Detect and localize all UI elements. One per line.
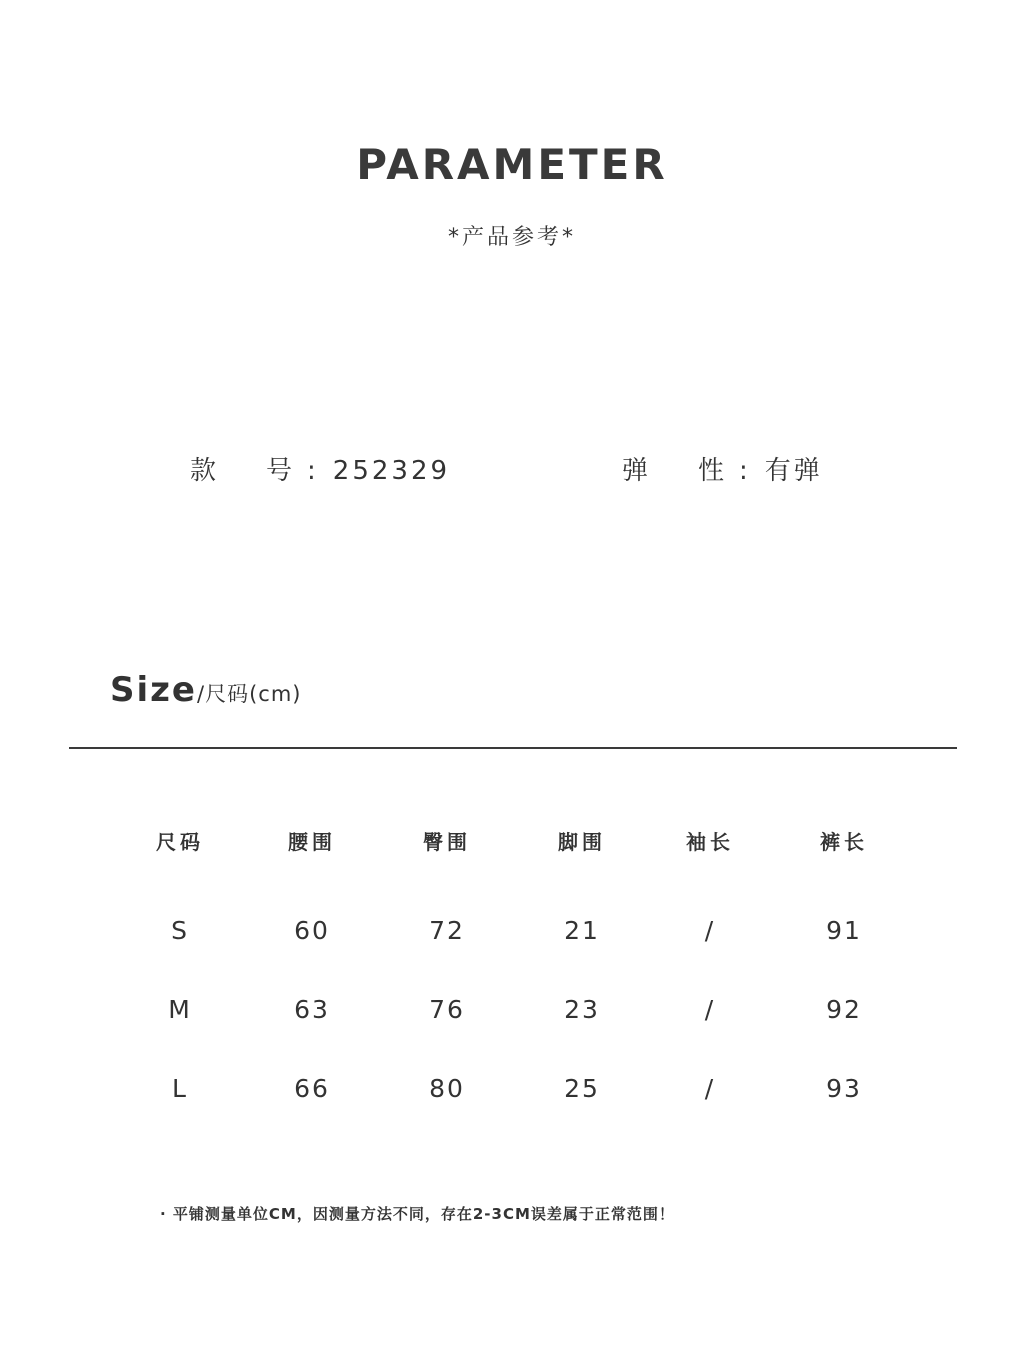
page-title: PARAMETER <box>356 140 668 189</box>
table-cell: / <box>704 916 716 945</box>
elasticity-value: 有弹 <box>764 456 823 486</box>
section-divider <box>69 747 957 749</box>
style-number-row <box>190 450 450 487</box>
table-cell: 80 <box>429 1074 465 1103</box>
table-cell: 92 <box>826 995 862 1024</box>
column-header-sleeve-length: 袖长 <box>686 830 734 854</box>
table-cell: 76 <box>429 995 465 1024</box>
measurement-note: · 平铺测量单位CM，因测量方法不同，存在2-3CM误差属于正常范围！ <box>160 1205 675 1223</box>
elasticity-row <box>622 450 823 487</box>
style-number-label-b: 号 <box>266 456 296 486</box>
column-header-size: 尺码 <box>156 830 204 854</box>
table-cell: 60 <box>294 916 330 945</box>
table-cell: 93 <box>826 1074 862 1103</box>
table-cell: 63 <box>294 995 330 1024</box>
elasticity-label-b: 性 <box>698 456 728 486</box>
size-heading <box>110 670 301 710</box>
table-cell: L <box>172 1074 188 1103</box>
column-header-waist: 腰围 <box>288 830 336 854</box>
style-number-value: 252329 <box>332 456 451 486</box>
table-cell: S <box>171 916 189 945</box>
table-cell: 91 <box>826 916 862 945</box>
column-header-hip: 臀围 <box>423 830 471 854</box>
table-cell: 25 <box>564 1074 600 1103</box>
style-number-separator: : <box>307 456 319 486</box>
size-heading-main: Size <box>110 670 197 710</box>
elasticity-label-a: 弹 <box>622 456 652 486</box>
table-cell: / <box>704 1074 716 1103</box>
table-cell: 23 <box>564 995 600 1024</box>
table-cell: 21 <box>564 916 600 945</box>
table-cell: 72 <box>429 916 465 945</box>
table-cell: / <box>704 995 716 1024</box>
style-number-label-a: 款 <box>190 456 220 486</box>
size-heading-unit: /尺码(cm) <box>197 682 302 706</box>
elasticity-separator: : <box>739 456 751 486</box>
page-subtitle: *产品参考* <box>447 225 576 250</box>
table-cell: M <box>168 995 192 1024</box>
column-header-pants-length: 裤长 <box>820 830 868 854</box>
table-cell: 66 <box>294 1074 330 1103</box>
column-header-leg-opening: 脚围 <box>558 830 606 854</box>
